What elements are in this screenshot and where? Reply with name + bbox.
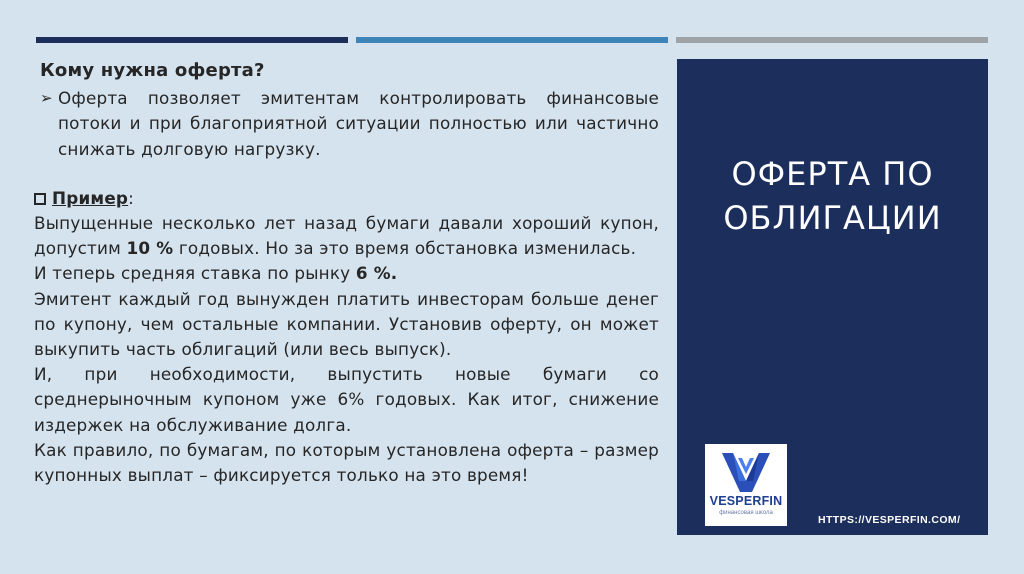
- example-colon: :: [128, 187, 134, 208]
- website-link[interactable]: HTTPS://VESPERFIN.COM/: [818, 514, 961, 526]
- example-paragraph-3: Эмитент каждый год вынужден платить инвесторам больше денег по купону, чем остальные компании. Установив оферту, он может выкупить часть облигаций (или весь выпуск).: [34, 288, 659, 360]
- coupon-rate: 10 %: [126, 238, 174, 259]
- example-title: Пример: [52, 187, 129, 208]
- vesperfin-v-logo-icon: [705, 444, 787, 494]
- top-accent-bar-gray: [676, 37, 988, 43]
- market-rate: 6 %.: [355, 263, 398, 284]
- paragraph-text: годовых. Но за это время обстановка изменилась.: [173, 238, 637, 259]
- intro-text: Оферта позволяет эмитентам контролировать финансовые потоки и при благоприятной ситуации полностью или частично снижать долговую нагрузку.: [58, 88, 659, 159]
- question-heading: Кому нужна оферта?: [40, 60, 265, 81]
- logo-tagline: финансовая школа: [719, 510, 773, 516]
- title-panel: [677, 59, 988, 535]
- slide-body: [34, 58, 659, 488]
- slide-title-line-2: ОБЛИГАЦИИ: [723, 199, 942, 237]
- checkbox-icon: [34, 193, 46, 205]
- logo-brand-name: VESPERFIN: [709, 494, 783, 508]
- example-paragraph-1: [34, 211, 659, 261]
- example-paragraph-2: [34, 261, 659, 286]
- slide-title-line-1: ОФЕРТА ПО: [731, 155, 934, 193]
- paragraph-text: Выпущенные несколько лет назад бумаги давали хороший купон, допустим: [34, 213, 659, 259]
- vesperfin-logo: [705, 444, 787, 526]
- intro-bullet: [34, 86, 659, 162]
- example-paragraph-5: Как правило, по бумагам, по которым установлена оферта – размер купонных выплат – фиксируется только на это время!: [34, 439, 659, 486]
- arrow-bullet-icon: ➢: [40, 89, 53, 108]
- example-paragraph-4: И, при необходимости, выпустить новые бумаги со среднерыночным купоном уже 6% годовых. Как итог, снижение издержек на обслуживание долга.: [34, 364, 659, 435]
- top-accent-bar-dark: [36, 37, 348, 43]
- top-accent-bar-blue: [356, 37, 668, 43]
- slide-title: [677, 152, 988, 240]
- paragraph-text: И теперь средняя ставка по рынку: [34, 263, 356, 284]
- example-heading: [34, 186, 659, 211]
